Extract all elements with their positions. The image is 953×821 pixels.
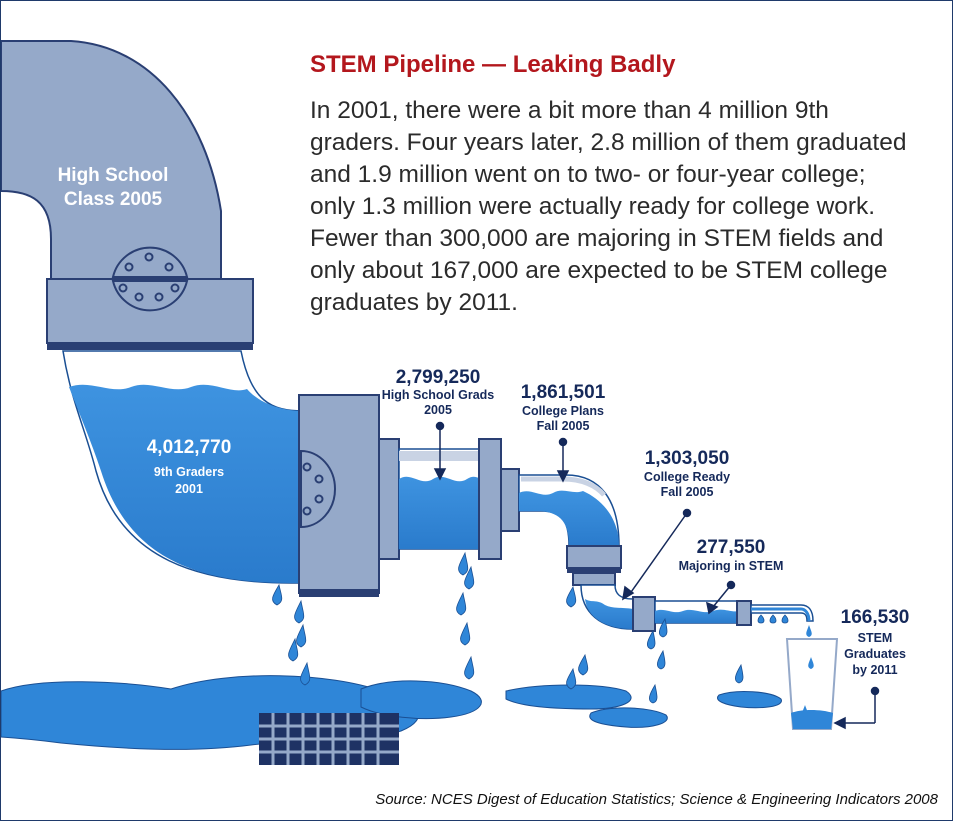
- glass-icon: [787, 625, 837, 729]
- stage-label-majoring-stem: [679, 537, 784, 573]
- stage-value: 277,550: [696, 537, 766, 558]
- stage-line2: Fall 2005: [660, 485, 714, 499]
- pipe-college-ready: [581, 585, 813, 631]
- stage-line1: 9th Graders: [153, 465, 225, 479]
- pipe-college-plans: [519, 475, 621, 585]
- pipe-hs-grads: [399, 439, 519, 559]
- stage-line1: College Ready: [643, 470, 731, 484]
- stage-label-college-plans: [521, 382, 606, 433]
- stage-label-stem-graduates: [841, 607, 910, 677]
- stage-line2: 2005: [424, 403, 452, 417]
- drain-grate-icon: [259, 713, 399, 765]
- stage-line1: High School Grads: [381, 388, 495, 402]
- stage-value: 2,799,250: [395, 367, 481, 388]
- stage-line1: STEM: [857, 631, 893, 645]
- description-text: In 2001, there were a bit more than 4 million 9th graders. Four years later, 2.8 million of them graduated and 1.9 million went on to two- or four-year college; only 1.3 million were actually ready for college work. Fewer than 300,000 are majoring in STEM fields and only about 167,000 are expected to be STEM college graduates by 2011.: [310, 97, 907, 316]
- stage-line2: 2001: [175, 482, 203, 496]
- page-title: STEM Pipeline — Leaking Badly: [310, 51, 676, 78]
- pipe-label-line1: High School: [57, 165, 169, 186]
- stage-value: 166,530: [840, 607, 910, 628]
- stage-value: 1,861,501: [520, 382, 606, 403]
- stage-label-college-ready: [644, 448, 730, 499]
- stage-value: 1,303,050: [644, 448, 730, 469]
- stage-label-hs-grads: [382, 367, 495, 417]
- big-flange: [299, 395, 399, 597]
- stage-line3: by 2011: [852, 663, 898, 677]
- source-citation: Source: NCES Digest of Education Statistics; Science & Engineering Indicators 2008: [375, 791, 938, 808]
- stage-line2: Fall 2005: [536, 419, 590, 433]
- stage-line1: College Plans: [522, 404, 604, 418]
- pipe-label-line2: Class 2005: [63, 189, 163, 210]
- stage-line1: Majoring in STEM: [678, 559, 784, 573]
- stage-line2: Graduates: [844, 647, 906, 661]
- stage-value: 4,012,770: [146, 437, 232, 458]
